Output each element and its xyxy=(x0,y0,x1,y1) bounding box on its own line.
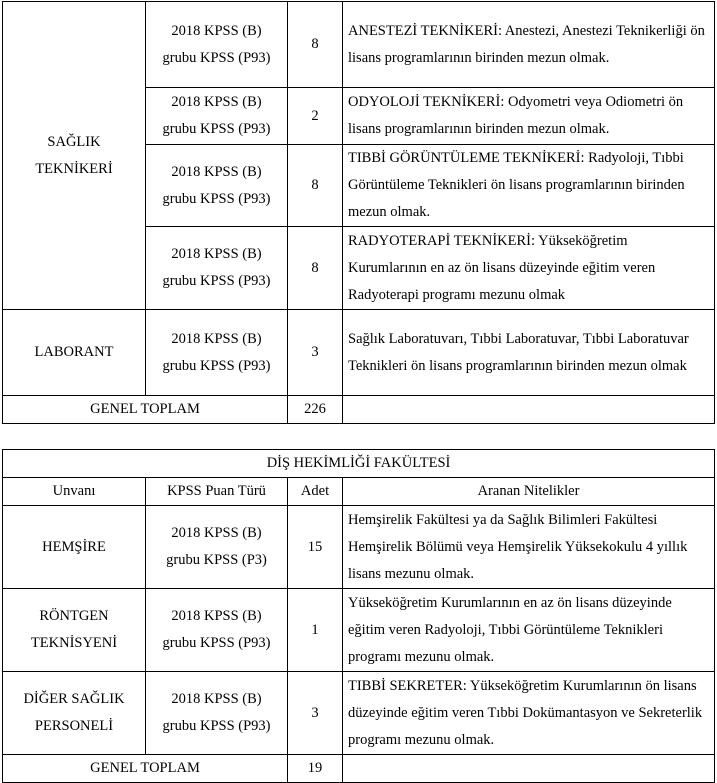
title-cell xyxy=(3,2,146,310)
kpss-line: grubu KPSS (P93) xyxy=(162,121,271,137)
total-value: 226 xyxy=(288,396,343,424)
title-line: DİĞER SAĞLIK xyxy=(23,691,125,707)
count-cell: 8 xyxy=(288,145,343,227)
kpss-line: grubu KPSS (P93) xyxy=(162,273,271,289)
header-kpss: KPSS Puan Türü xyxy=(146,478,288,506)
kpss-cell xyxy=(146,589,288,672)
requirements-cell: TIBBİ SEKRETER: Yükseköğretim Kurumlarının ön lisans düzeyinde eğitim veren Tıbbi Dokümantasyon ve Sekreterlik programı mezunu olmak. xyxy=(343,672,715,755)
total-label: GENEL TOPLAM xyxy=(3,755,288,783)
requirements-cell: RADYOTERAPİ TEKNİKERİ: Yükseköğretim Kurumlarının en az ön lisans düzeyinde eğitim veren Radyoterapi programı mezunu olmak xyxy=(343,227,715,310)
kpss-cell xyxy=(146,88,288,145)
title-line: RÖNTGEN xyxy=(39,608,109,624)
kpss-line: grubu KPSS (P93) xyxy=(162,635,271,651)
title-cell: HEMŞİRE xyxy=(3,506,146,589)
header-title: Unvanı xyxy=(3,478,146,506)
table-row xyxy=(3,310,715,396)
kpss-cell xyxy=(146,145,288,227)
title-line: TEKNİSYENİ xyxy=(30,635,118,651)
kpss-line: 2018 KPSS (B) xyxy=(171,22,262,39)
requirements-cell: ODYOLOJİ TEKNİKERİ: Odyometri veya Odiometri ön lisans programlarının birinden mezun olmak. xyxy=(343,88,715,145)
title-cell: LABORANT xyxy=(3,310,146,396)
kpss-line: 2018 KPSS (B) xyxy=(171,246,262,262)
kpss-cell xyxy=(146,2,288,88)
title-cell xyxy=(3,672,146,755)
faculty-title: DİŞ HEKİMLİĞİ FAKÜLTESİ xyxy=(3,450,715,478)
kpss-cell xyxy=(146,506,288,589)
table-row xyxy=(3,2,715,88)
requirements-cell: Hemşirelik Fakültesi ya da Sağlık Bilimleri Fakültesi Hemşirelik Bölümü veya Hemşirelik Yüksekokulu 4 yıllık lisans mezunu olmak. xyxy=(343,506,715,589)
kpss-cell xyxy=(146,310,288,396)
kpss-line: grubu KPSS (P3) xyxy=(166,552,267,568)
table-row xyxy=(3,672,715,755)
count-cell: 3 xyxy=(288,672,343,755)
kpss-line: 2018 KPSS (B) xyxy=(171,691,262,707)
count-cell: 2 xyxy=(288,88,343,145)
kpss-cell xyxy=(146,672,288,755)
title-line: SAĞLIK xyxy=(47,133,101,150)
kpss-line: grubu KPSS (P93) xyxy=(162,718,271,734)
header-count: Adet xyxy=(288,478,343,506)
total-row xyxy=(3,755,715,783)
table-row xyxy=(3,506,715,589)
title-line: PERSONELİ xyxy=(34,718,114,734)
kpss-line: 2018 KPSS (B) xyxy=(171,163,262,180)
kpss-line: grubu KPSS (P93) xyxy=(162,190,271,207)
table-row xyxy=(3,589,715,672)
kpss-line: 2018 KPSS (B) xyxy=(171,608,262,624)
total-label: GENEL TOPLAM xyxy=(3,396,288,424)
kpss-line: 2018 KPSS (B) xyxy=(171,94,262,110)
total-row xyxy=(3,396,715,424)
requirements-cell: Sağlık Laboratuvarı, Tıbbi Laboratuvar, Tıbbi Laboratuvar Teknikleri ön lisans programlarının birinden mezun olmak xyxy=(343,310,715,396)
requirements-cell: TIBBİ GÖRÜNTÜLEME TEKNİKERİ: Radyoloji, Tıbbi Görüntüleme Teknikleri ön lisans programlarının birinden mezun olmak. xyxy=(343,145,715,227)
table-title-row xyxy=(3,450,715,478)
empty-cell xyxy=(343,755,715,783)
faculty-table xyxy=(2,449,715,783)
kpss-cell xyxy=(146,227,288,310)
staff-table-continued xyxy=(2,1,715,424)
requirements-cell: ANESTEZİ TEKNİKERİ: Anestezi, Anestezi Teknikerliği ön lisans programlarının birinden mezun olmak. xyxy=(343,2,715,88)
kpss-line: grubu KPSS (P93) xyxy=(162,357,271,374)
header-row xyxy=(3,478,715,506)
count-cell: 15 xyxy=(288,506,343,589)
title-line: TEKNİKERİ xyxy=(35,160,113,177)
count-cell: 8 xyxy=(288,227,343,310)
total-value: 19 xyxy=(288,755,343,783)
requirements-cell: Yükseköğretim Kurumlarının en az ön lisans düzeyinde eğitim veren Radyoloji, Tıbbi Görüntüleme Teknikleri programı mezunu olmak. xyxy=(343,589,715,672)
kpss-line: grubu KPSS (P93) xyxy=(162,49,271,66)
count-cell: 8 xyxy=(288,2,343,88)
kpss-line: 2018 KPSS (B) xyxy=(171,525,262,541)
empty-cell xyxy=(343,396,715,424)
header-requirements: Aranan Nitelikler xyxy=(343,478,715,506)
count-cell: 1 xyxy=(288,589,343,672)
kpss-line: 2018 KPSS (B) xyxy=(171,330,262,347)
count-cell: 3 xyxy=(288,310,343,396)
title-cell xyxy=(3,589,146,672)
